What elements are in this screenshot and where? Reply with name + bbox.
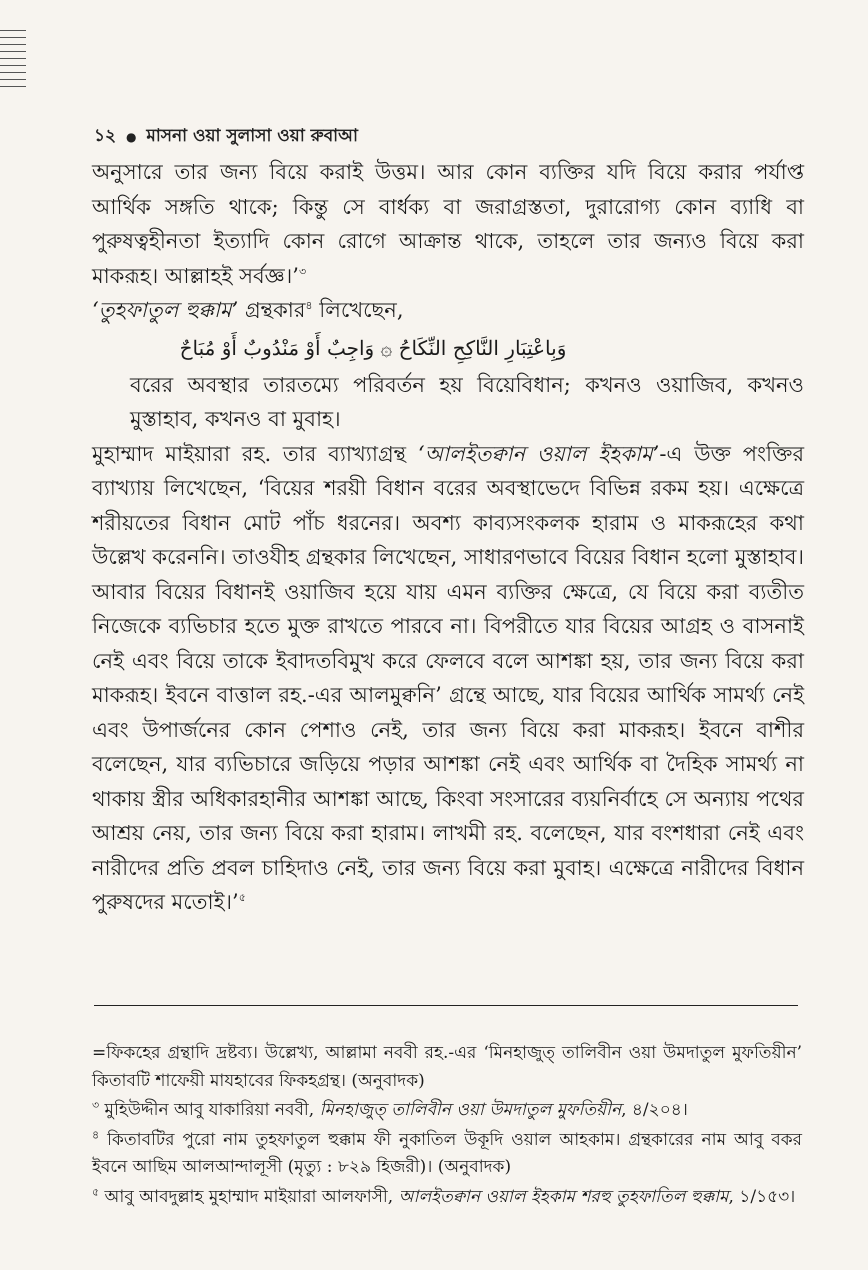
paragraph-2-text: গ্রন্থকার [238, 298, 306, 322]
paragraph-1 [92, 155, 804, 293]
footnote-ref-4: ৪ [305, 299, 313, 312]
arabic-verse: وَبِاعْتِبَارِ النَّاكِحِ النِّكَاحُ ۞ وَاجِبٌ أَوْ مَنْدُوبٌ أَوْ مُبَاحٌ [179, 335, 567, 360]
footnote-divider [94, 1005, 798, 1006]
footnote-continued: =ফিকহের গ্রন্থাদি দ্রষ্টব্য। উল্লেখ্য, আল্লামা নববী রহ.-এর ‘মিনহাজুত্ তালিবীন ওয়া উমদাতুল মুফতিয়ীন’ কিতাবটি শাফেয়ী মাযহাবের ফিকহগ্রন্থ। (অনুবাদক) [92, 1043, 802, 1091]
running-title: মাসনা ওয়া সুলাসা ওয়া রুবাআ [146, 126, 358, 146]
paragraph-4 [92, 437, 804, 920]
footnote-3-mark: ৩ [92, 1098, 100, 1112]
main-text [92, 155, 804, 920]
footnote-3 [92, 1097, 802, 1125]
footnote-ref-5: ৫ [238, 891, 246, 904]
footnotes [92, 1040, 802, 1213]
footnote-5-mark: ৫ [92, 1184, 100, 1198]
footnote-4-mark: ৪ [92, 1127, 100, 1141]
footnote-3-author: মুহিউদ্দীন আবু যাকারিয়া নববী, [99, 1100, 320, 1120]
footnote-5 [92, 1184, 802, 1212]
header-separator: ● [126, 130, 137, 144]
paragraph-4-text: -এ উক্ত পংক্তির ব্যাখ্যায় লিখেছেন, ‘বিয়ের শরয়ী বিধান বরের অবস্থাভেদে বিভিন্ন রকম হয়। এক্ষেত্রে শরীয়তের বিধান মোট পাঁচ ধরনের। অবশ্য কাব্যসংকলক হারাম ও মাকরূহের কথা উল্লেখ করেননি। তাওযীহ গ্রন্থকার লিখেছেন, সাধারণভাবে বিয়ের বিধান হলো মুস্তাহাব। আবার বিয়ের বিধানই ওয়াজিব হয়ে যায় এমন ব্যক্তির ক্ষেত্রে, যে বিয়ে করা ব্যতীত নিজেকে ব্যভিচার হতে মুক্ত রাখতে পারবে না। বিপরীতে যার বিয়ের আগ্রহ ও বাসনাই নেই এবং বিয়ে তাকে ইবাদতবিমুখ করে ফেলবে বলে আশঙ্কা হয়, তার জন্য বিয়ে করা মাকরূহ। ইবনে বাত্তাল রহ.-এর আলমুক্বনি’ গ্রন্থে আছে, যার বিয়ের আর্থিক সামর্থ্য নেই এবং উপার্জনের কোন পেশাও নেই, তার জন্য বিয়ে করা মাকরূহ। ইবনে বাশীর বলেছেন, যার ব্যভিচারে জড়িয়ে পড়ার আশঙ্কা নেই এবং আর্থিক বা দৈহিক সামর্থ্য না থাকায় স্ত্রীর অধিকারহানীর আশঙ্কা আছে, কিংবা সংসারের ব্যয়নির্বাহে সে অন্যায় পথের আশ্রয় নেয়, তার জন্য বিয়ে করা হারাম। লাখমী রহ. বলেছেন, যার বংশধারা নেই এবং নারীদের প্রতি প্রবল চাহিদাও নেই, তার জন্য বিয়ে করা মুবাহ। এক্ষেত্রে নারীদের বিধান পুরুষদের মতোই।’ [92, 441, 805, 914]
page-number: ১২ [94, 126, 117, 146]
footnote-5-title: আলইতক্বান ওয়াল ইহকাম শরহু তুহফাতিল হুক্কাম [398, 1186, 729, 1207]
paragraph-1-text: অনুসারে তার জন্য বিয়ে করাই উত্তম। আর কোন ব্যক্তির যদি বিয়ে করার পর্যাপ্ত আর্থিক সঙ্গতি থাকে; কিন্তু সে বার্ধক্য বা জরাগ্রস্ততা, দুরারোগ্য কোন ব্যাধি বা পুরুষত্বহীনতা ইত্যাদি কোন রোগে আক্রান্ত থাকে, তাহলে তার জন্যও বিয়ে করা মাকরূহ। আল্লাহই সর্বজ্ঞ।’ [92, 160, 804, 288]
footnote-4-text: কিতাবটির পুরো নাম তুহফাতুল হুক্কাম ফী নুকাতিল উকূদি ওয়াল আহকাম। গ্রন্থকারের নাম আবু বকর ইবনে আছিম আলআন্দালূসী (মৃত্যু : ৮২৯ হিজরী)। (অনুবাদক) [92, 1129, 802, 1177]
footnote-ref-3: ৩ [298, 264, 307, 278]
paragraph-4-lead: মুহাম্মাদ মাইয়ারা রহ. তার ব্যাখ্যাগ্রন্থ [92, 441, 418, 466]
binding-edge [0, 30, 34, 93]
book-title-itqan: ‘আলইতক্বান ওয়াল ইহকাম’ [417, 441, 660, 466]
paragraph-2 [92, 293, 804, 328]
footnote-3-ref: , ৪/২০৪। [621, 1100, 688, 1120]
paragraph-2-end: লিখেছেন, [312, 298, 404, 322]
footnote-4 [92, 1127, 802, 1182]
book-title-tuhfatul-hukkam: ‘তুহফাতুল হুক্কাম’ [92, 298, 239, 322]
running-header [94, 123, 768, 151]
footnote-5-ref: , ১/১৫৩। [728, 1186, 796, 1207]
verse-translation: বরের অবস্থার তারতম্যে পরিবর্তন হয় বিয়েবিধান; কখনও ওয়াজিব, কখনও মুস্তাহাব, কখনও বা মুবাহ। [130, 372, 804, 431]
footnote-3-title: মিনহাজুত্ তালিবীন ওয়া উমদাতুল মুফতিয়ীন [319, 1100, 622, 1120]
footnote-5-author: আবু আবদুল্লাহ মুহাম্মাদ মাইয়ারা আলফাসী, [99, 1186, 399, 1207]
